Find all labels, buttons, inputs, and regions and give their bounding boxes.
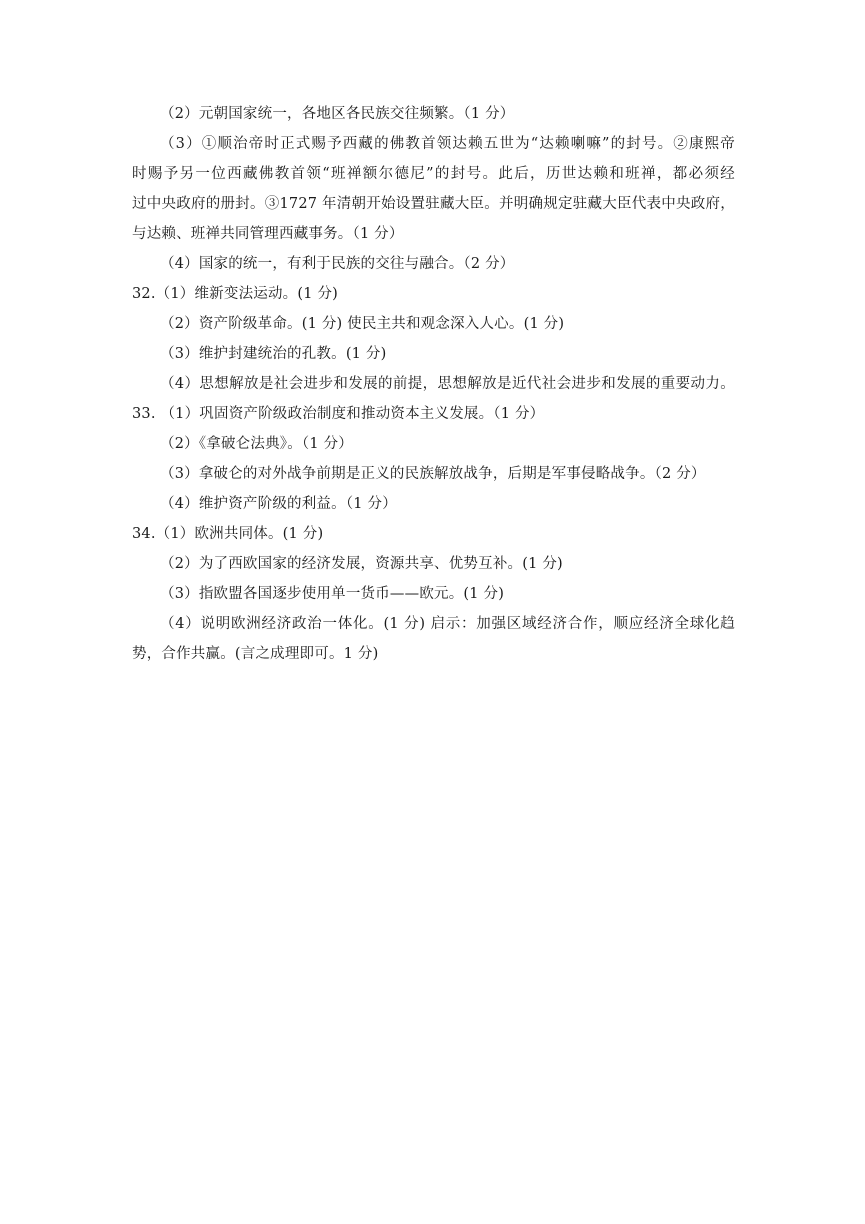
answer-32-1: 32.（1）维新变法运动。(1 分) bbox=[132, 286, 339, 302]
answer-33-1: 33. （1）巩固资产阶级政治制度和推动资本主义发展。（1 分） bbox=[132, 406, 545, 422]
answer-33-4: （4）维护资产阶级的利益。（1 分） bbox=[160, 496, 397, 512]
answer-32-3: （3）维护封建统治的孔教。(1 分) bbox=[160, 346, 387, 362]
answer-31-3-line-1: （3）①顺治帝时正式赐予西藏的佛教首领达赖五世为“达赖喇嘛”的封号。②康熙帝 bbox=[160, 136, 735, 152]
answer-32-4: （4）思想解放是社会进步和发展的前提，思想解放是近代社会进步和发展的重要动力。 bbox=[160, 376, 735, 392]
answer-31-4: （4）国家的统一，有利于民族的交往与融合。（2 分） bbox=[160, 256, 515, 272]
answer-33-2: （2）《拿破仑法典》。（1 分） bbox=[160, 436, 354, 452]
answer-34-4-line-2: 势，合作共赢。(言之成理即可。1 分) bbox=[132, 646, 379, 662]
answer-33-3: （3）拿破仑的对外战争前期是正义的民族解放战争，后期是军事侵略战争。（2 分） bbox=[160, 466, 706, 482]
answer-34-3: （3）指欧盟各国逐步使用单一货币——欧元。(1 分) bbox=[160, 586, 505, 602]
answer-34-4-line-1: （4）说明欧洲经济政治一体化。(1 分) 启示：加强区域经济合作，顺应经济全球化趋 bbox=[160, 616, 735, 632]
answer-34-2: （2）为了西欧国家的经济发展，资源共享、优势互补。(1 分) bbox=[160, 556, 563, 572]
answer-31-3-line-4: 与达赖、班禅共同管理西藏事务。（1 分） bbox=[132, 226, 404, 242]
answer-31-3-line-2: 时赐予另一位西藏佛教首领“班禅额尔德尼”的封号。此后，历世达赖和班禅，都必须经 bbox=[132, 166, 735, 182]
answer-31-2: （2）元朝国家统一，各地区各民族交往频繁。（1 分） bbox=[160, 106, 515, 122]
answer-32-2: （2）资产阶级革命。(1 分) 使民主共和观念深入人心。(1 分) bbox=[160, 316, 565, 332]
answer-34-1: 34.（1）欧洲共同体。(1 分) bbox=[132, 526, 324, 542]
answer-31-3-line-3: 过中央政府的册封。③1727 年清朝开始设置驻藏大臣。并明确规定驻藏大臣代表中央政府， bbox=[132, 196, 735, 212]
